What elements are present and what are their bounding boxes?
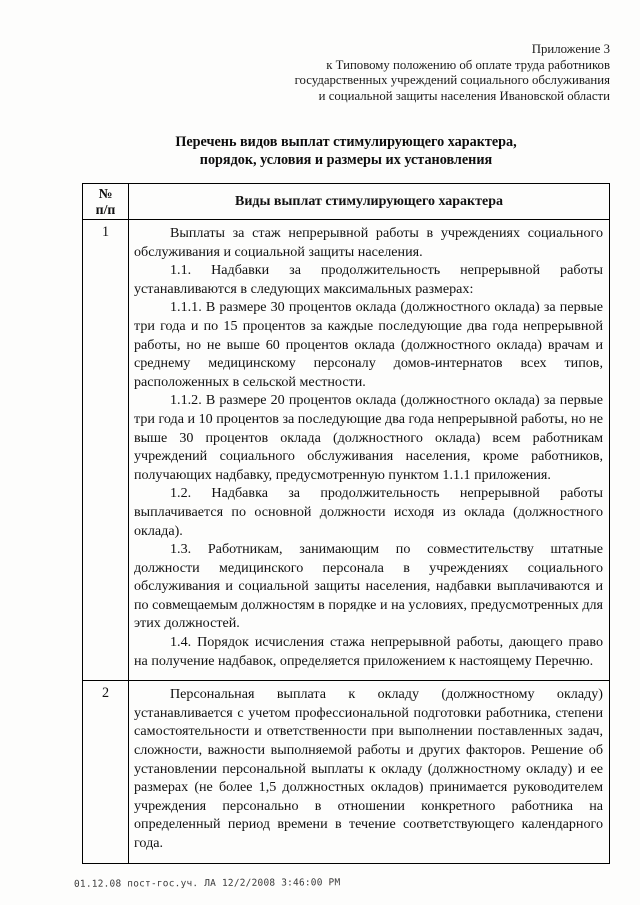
header-number-line2: п/п bbox=[95, 201, 116, 217]
paragraph: 1.2. Надбавка за продолжительность непрерывной работы выплачивается по основной должности исходя из оклада (должностного оклада). bbox=[134, 485, 603, 539]
document-title bbox=[82, 133, 610, 169]
annex-line: государственных учреждений социального обслуживания bbox=[294, 73, 610, 88]
paragraph: Персональная выплата к окладу (должностному окладу) устанавливается с учетом профессиональной подготовки работника, степени самостоятельности и ответственности при выполнении поставленных задач, сложности, важности выполняемой работы и других факторов. Решение об установлении персональной выплаты к окладу (должностному окладу) и ее размерах (не более 1,5 должностных окладов) принимается руководителем учреждения персонально в отношении конкретного работника на определенный период времени в течение соответствующего календарного года. bbox=[134, 686, 603, 851]
row-content-cell bbox=[129, 220, 610, 681]
row-content-cell bbox=[129, 681, 610, 863]
scan-footer-timestamp: 01.12.08 пост-гос.уч. ЛА 12/2/2008 3:46:00 PM bbox=[73, 877, 341, 890]
paragraph: 1.1.1. В размере 30 процентов оклада (должностного оклада) за первые три года и по 15 процентов за каждые последующие два года непрерывной работы, но не выше 60 процентов оклада (должностного оклада) врачам и среднему медицинскому персоналу домов-интернатов всех типов, расположенных в сельской местности. bbox=[134, 299, 603, 390]
row-number-cell: 2 bbox=[83, 681, 129, 863]
table-row bbox=[83, 220, 610, 681]
paragraph: Выплаты за стаж непрерывной работы в учреждениях социального обслуживания и социальной защиты населения. bbox=[134, 225, 603, 260]
table-header-row bbox=[83, 184, 610, 220]
table-row bbox=[83, 681, 610, 863]
column-header-number bbox=[83, 184, 129, 220]
annex-line: и социальной защиты населения Ивановской области bbox=[318, 88, 610, 103]
annex-reference-block bbox=[295, 42, 610, 104]
row-number-cell: 1 bbox=[83, 220, 129, 681]
title-line: порядок, условия и размеры их установления bbox=[199, 152, 493, 168]
payments-table-wrapper bbox=[82, 183, 610, 864]
paragraph: 1.1.2. В размере 20 процентов оклада (должностного оклада) за первые три года и 10 процентов за последующие два года непрерывной работы, но не выше 30 процентов оклада (должностного оклада) всем работникам учреждений социального обслуживания населения, кроме работников, получающих надбавку, предусмотренную пунктом 1.1.1 приложения. bbox=[134, 392, 603, 483]
paragraph: 1.3. Работникам, занимающим по совместительству штатные должности медицинского персонала в учреждениях социального обслуживания и социальной защиты населения, надбавки выплачиваются и по совмещаемым должностям в порядке и на условиях, предусмотренных для этих должностей. bbox=[134, 541, 603, 632]
paragraph: 1.4. Порядок исчисления стажа непрерывной работы, дающего право на получение надбавок, определяется приложением к настоящему Перечню. bbox=[134, 634, 603, 669]
column-header-kinds: Виды выплат стимулирующего характера bbox=[129, 184, 610, 220]
payments-table bbox=[82, 183, 610, 864]
annex-line: Приложение 3 bbox=[531, 42, 610, 56]
annex-line: к Типовому положению об оплате труда работников bbox=[326, 57, 610, 72]
header-number-line1: № bbox=[98, 186, 113, 201]
title-line: Перечень видов выплат стимулирующего характера, bbox=[175, 134, 517, 150]
paragraph: 1.1. Надбавки за продолжительность непрерывной работы устанавливаются в следующих максимальных размерах: bbox=[134, 262, 603, 297]
